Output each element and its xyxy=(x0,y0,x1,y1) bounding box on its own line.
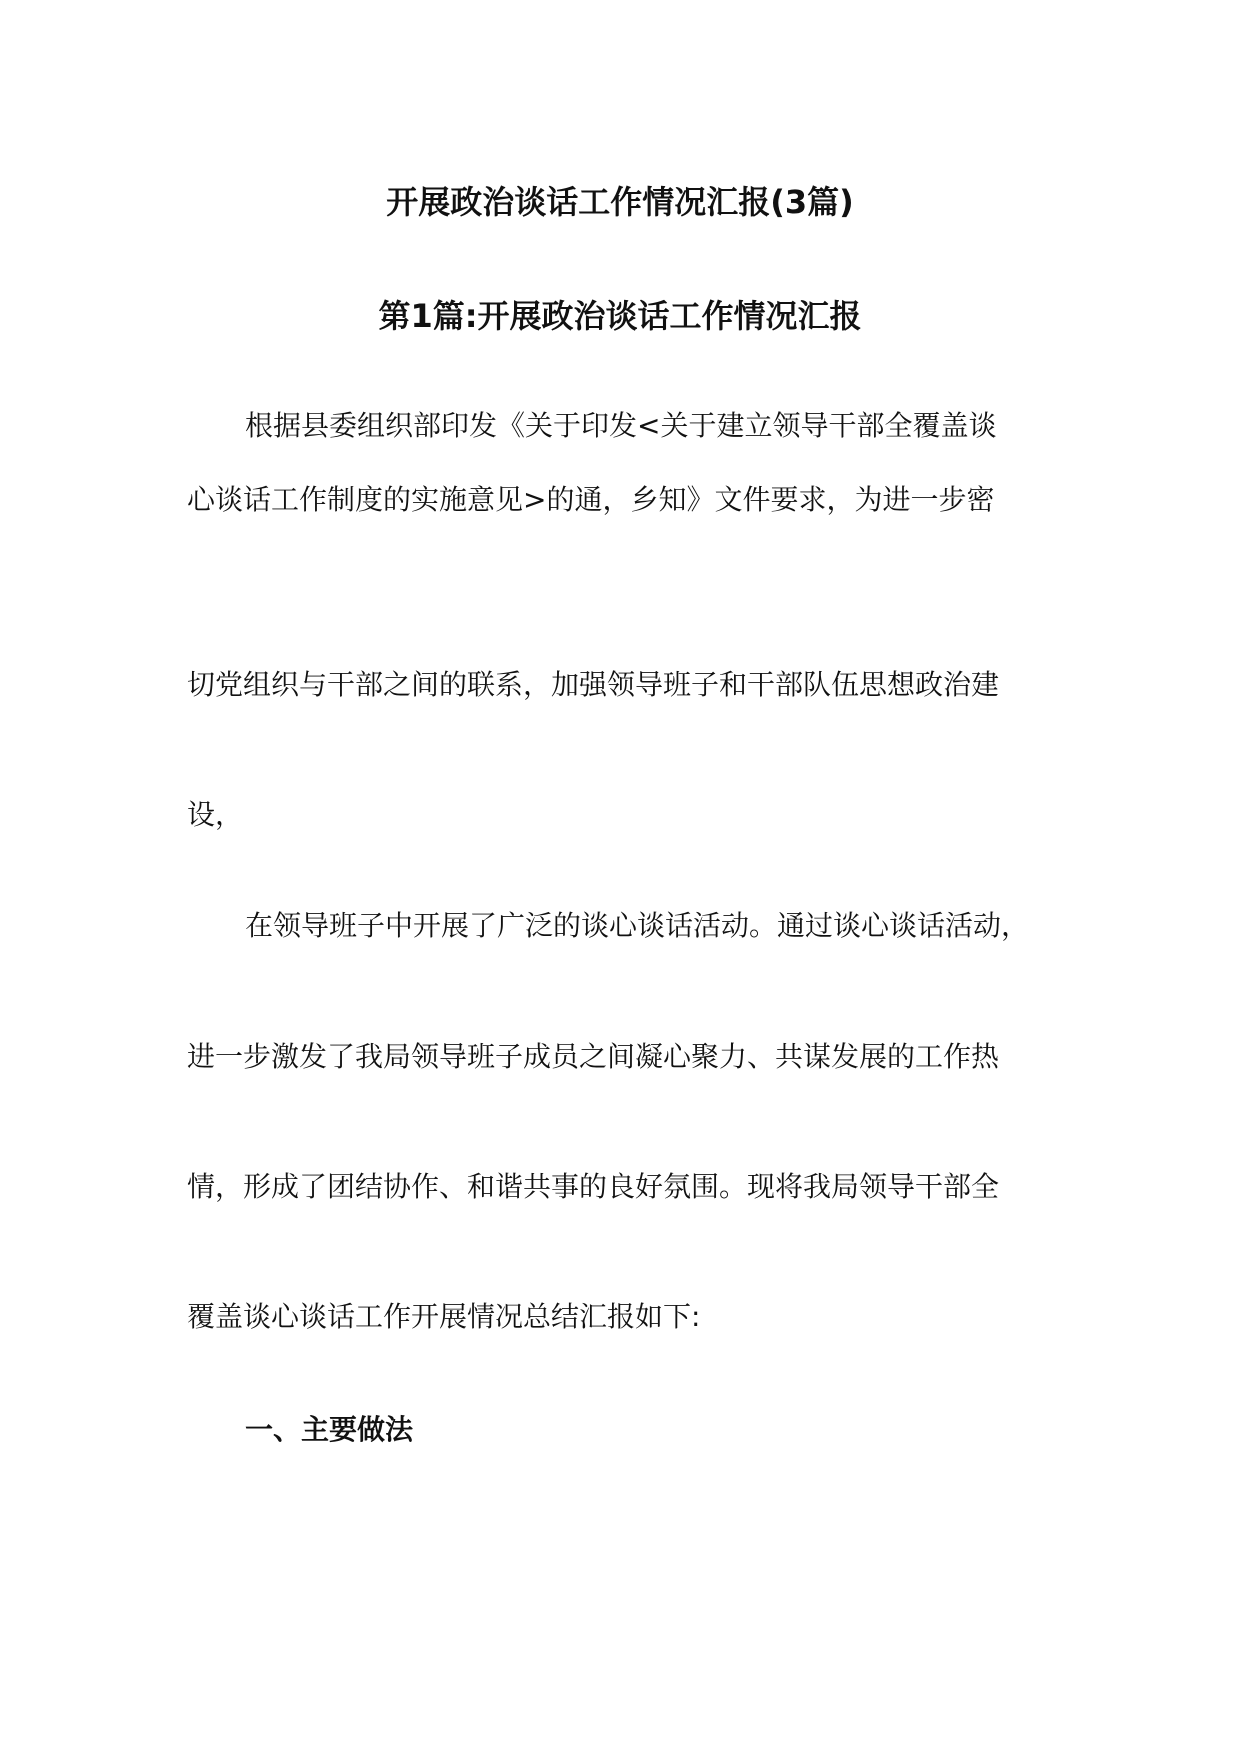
paragraph-line: 设， xyxy=(187,798,244,831)
paragraph-line: 切党组织与干部之间的联系，加强领导班子和干部队伍思想政治建 xyxy=(187,668,1000,701)
paragraph-line: 根据县委组织部印发《关于印发<关于建立领导干部全覆盖谈 xyxy=(245,409,997,442)
paragraph-line: 情，形成了团结协作、和谐共事的良好氛围。现将我局领导干部全 xyxy=(187,1170,1000,1203)
paragraph-line: 在领导班子中开展了广泛的谈心谈话活动。通过谈心谈话活动， xyxy=(245,909,1030,942)
paragraph-line: 进一步激发了我局领导班子成员之间凝心聚力、共谋发展的工作热 xyxy=(187,1040,1000,1073)
document-title: 开展政治谈话工作情况汇报(3篇) xyxy=(386,183,854,221)
paragraph-line: 覆盖谈心谈话工作开展情况总结汇报如下: xyxy=(187,1300,701,1333)
section-title: 第1篇:开展政治谈话工作情况汇报 xyxy=(378,297,862,335)
subheading: 一、主要做法 xyxy=(245,1413,414,1446)
paragraph-line: 心谈话工作制度的实施意见>的通，乡知》文件要求，为进一步密 xyxy=(187,483,995,516)
